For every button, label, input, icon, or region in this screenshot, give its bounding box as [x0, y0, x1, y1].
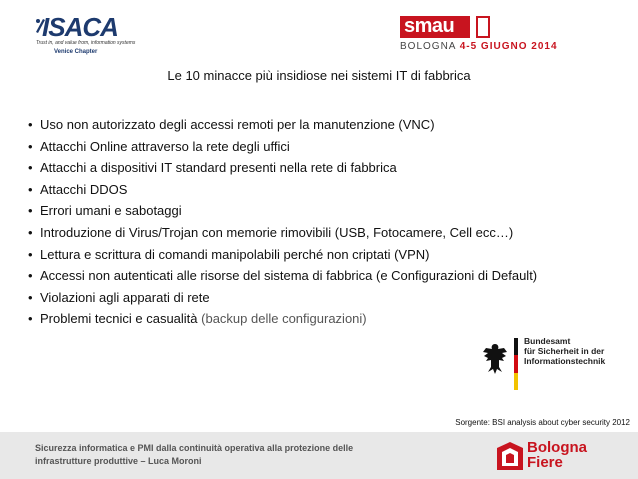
list-item: • Introduzione di Virus/Trojan con memorie rimovibili (USB, Fotocamere, Cell ecc…)	[28, 222, 537, 244]
bsi-logo	[478, 332, 628, 392]
footer-text: Sicurezza informatica e PMI dalla continuità operativa alla protezione delle infrastrutture produttive – Luca Moroni	[35, 443, 354, 466]
bologna-fiere-logo	[497, 438, 597, 476]
isaca-logo-text: ISACA	[42, 12, 118, 42]
bologna-fiere-line: Fiere	[527, 454, 563, 471]
list-item: • Attacchi Online attraverso la rete degli uffici	[28, 136, 537, 158]
german-flag-icon	[514, 338, 518, 390]
slide-title: Le 10 minacce più insidiose nei sistemi IT di fabbrica	[167, 68, 471, 83]
list-item-main: Problemi tecnici e casualità	[40, 311, 202, 327]
threat-list	[28, 114, 537, 330]
smau-logo-outline	[476, 16, 490, 38]
list-item: • Attacchi a dispositivi IT standard presenti nella rete di fabbrica	[28, 157, 537, 179]
list-item: • Lettura e scrittura di comandi manipolabili perché non criptati (VPN)	[28, 244, 537, 266]
bologna-fiere-mark-icon	[497, 442, 523, 470]
bsi-name-line: für Sicherheit in der	[524, 346, 605, 356]
source-note: Sorgente: BSI analysis about cyber security 2012	[455, 418, 630, 427]
bsi-name-line: Bundesamt	[524, 336, 571, 346]
bsi-name-line: Informationstechnik	[524, 356, 606, 366]
bologna-fiere-line: Bologna	[527, 439, 587, 456]
list-item: • Accessi non autenticati alle risorse del sistema di fabbrica (e Configurazioni di Default)	[28, 265, 537, 287]
smau-logo-text: smau	[404, 15, 455, 37]
isaca-chapter: Venice Chapter	[54, 49, 98, 55]
federal-eagle-icon	[480, 340, 510, 380]
smau-dates: 4-5 GIUGNO 2014	[459, 41, 558, 52]
list-item: • Errori umani e sabotaggi	[28, 200, 537, 222]
footer	[0, 432, 638, 479]
list-item: • Violazioni agli apparati di rete	[28, 287, 537, 309]
list-item: • Attacchi DDOS	[28, 179, 537, 201]
list-item-note: (backup delle configurazioni)	[201, 311, 367, 327]
smau-event-info	[400, 41, 558, 52]
bologna-fiere-text	[527, 440, 587, 470]
smau-city: BOLOGNA	[400, 41, 456, 52]
list-item: • Uso non autorizzato degli accessi remoti per la manutenzione (VNC)	[28, 114, 537, 136]
isaca-tagline: Trust in, and value from, information systems	[36, 40, 136, 46]
isaca-logo	[34, 12, 136, 64]
list-item	[28, 308, 537, 330]
smau-logo-box	[400, 16, 470, 38]
bsi-name	[524, 336, 605, 366]
